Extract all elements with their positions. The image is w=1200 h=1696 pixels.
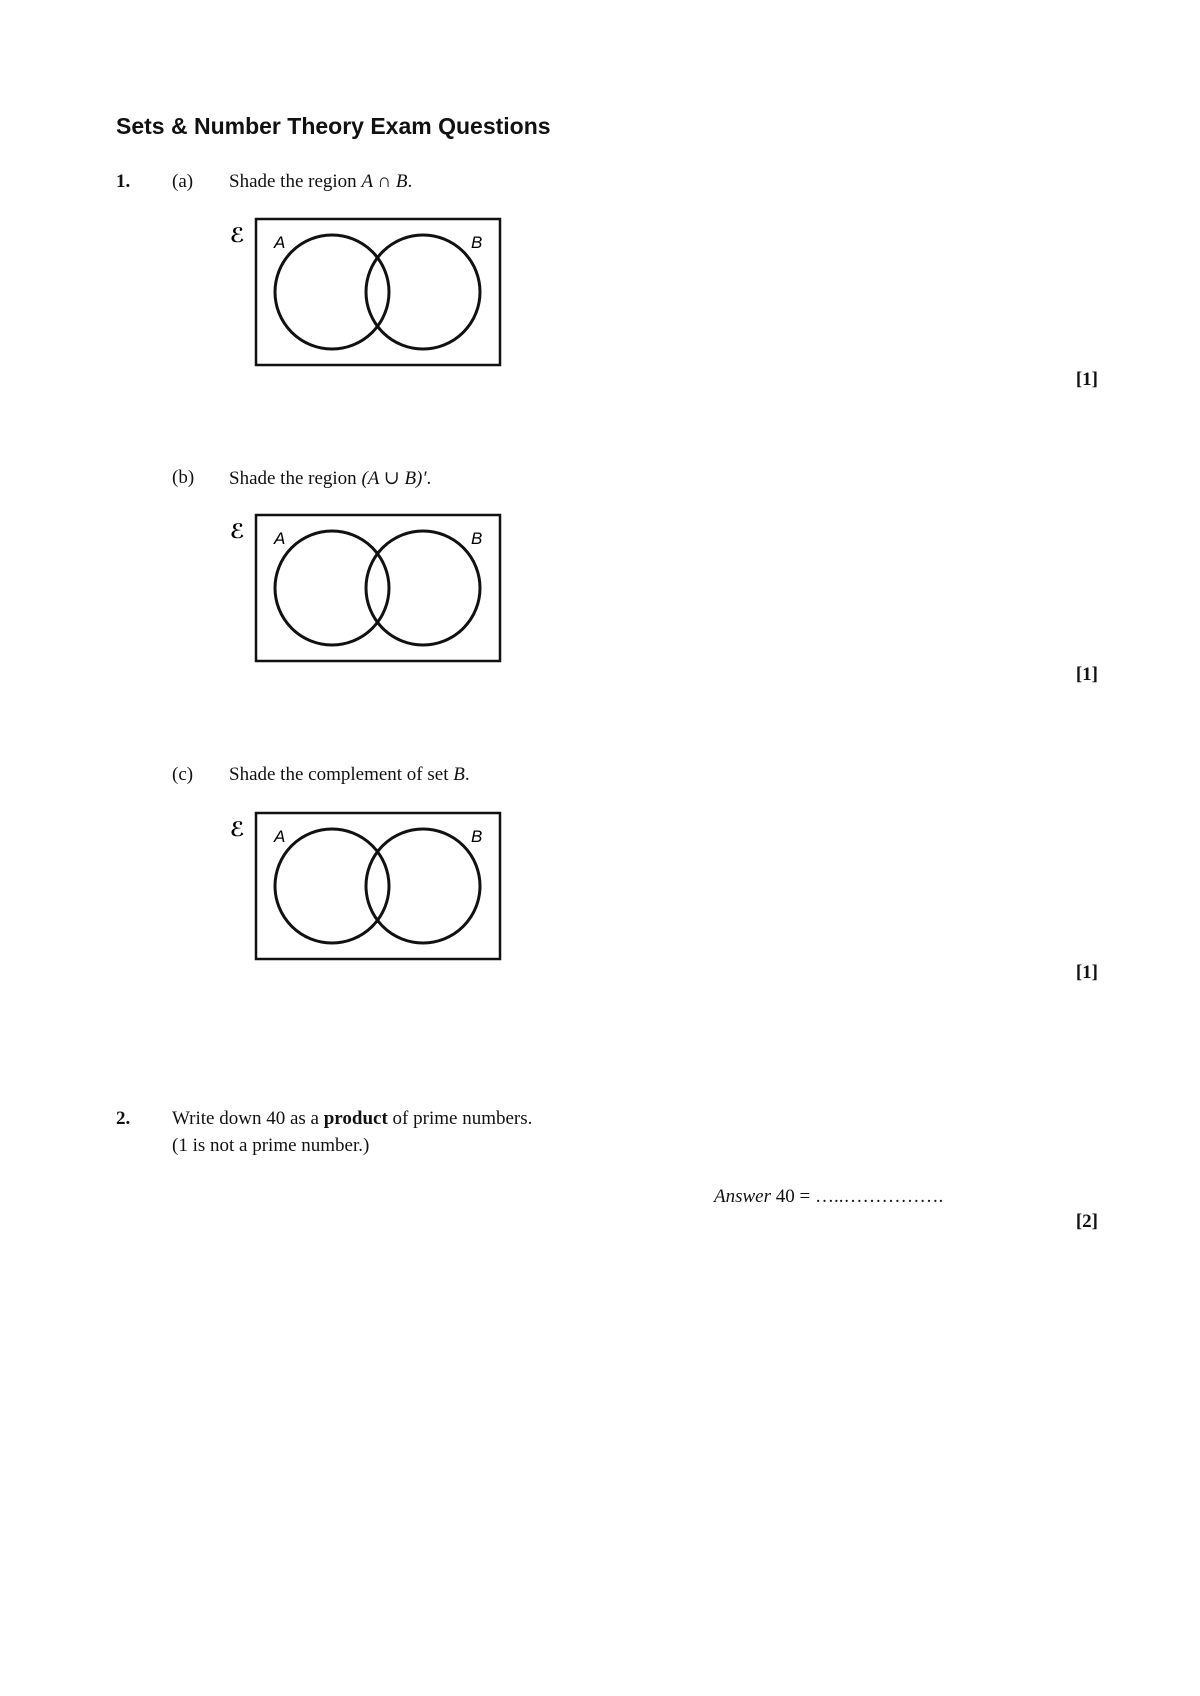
part-b-marks: [1] (1075, 664, 1098, 685)
question-2-prompt (172, 1108, 532, 1130)
question-2-prompt-text: Write down 40 as a (172, 1108, 324, 1129)
venn-diagram-a[interactable] (228, 214, 504, 374)
set-a-circle[interactable] (275, 235, 389, 349)
set-b-circle[interactable] (366, 827, 483, 943)
universal-set-rectangle (256, 219, 500, 365)
part-b-prompt-text: Shade the region (229, 468, 362, 489)
set-a-label: A (274, 827, 286, 846)
part-b-label: (b) (172, 467, 195, 488)
set-b-label: B (471, 827, 483, 846)
question-2-number: 2. (116, 1108, 131, 1129)
part-b-prompt (229, 467, 431, 490)
part-a-marks: [1] (1075, 369, 1098, 390)
set-a-circle[interactable] (275, 531, 389, 645)
part-c-label: (c) (172, 764, 194, 785)
question-1-number: 1. (116, 171, 131, 192)
set-a-label: A (274, 233, 286, 252)
part-b-prompt-suffix: . (426, 468, 432, 489)
part-c-prompt (229, 764, 470, 786)
part-c-expression: B (453, 764, 465, 785)
venn-diagram-c[interactable] (228, 808, 504, 968)
set-b-circle[interactable] (366, 529, 483, 645)
part-a-prompt-suffix: . (407, 171, 413, 192)
answer-expression: 40 = (771, 1186, 815, 1207)
question-2-bold-term: product (323, 1108, 388, 1129)
page-title: Sets & Number Theory Exam Questions (116, 113, 551, 139)
venn-diagram-b[interactable] (228, 510, 504, 670)
question-2-answer-line[interactable] (714, 1186, 943, 1208)
universal-set-symbol: ℰ (230, 521, 245, 543)
question-2-prompt-suffix: of prime numbers. (387, 1108, 533, 1129)
universal-set-symbol: ℰ (230, 819, 245, 841)
part-a-label: (a) (172, 171, 194, 192)
part-a-prompt-text: Shade the region (229, 171, 362, 192)
set-a-label: A (274, 529, 286, 548)
part-c-prompt-text: Shade the complement of set (229, 764, 454, 785)
part-c-prompt-suffix: . (464, 764, 470, 785)
set-b-circle[interactable] (366, 233, 483, 349)
universal-set-rectangle (256, 515, 500, 661)
answer-blank[interactable]: …..……………. (814, 1186, 944, 1207)
set-a-circle[interactable] (275, 829, 389, 943)
answer-label: Answer (714, 1186, 771, 1207)
question-2-marks: [2] (1075, 1211, 1098, 1232)
set-b-label: B (471, 529, 483, 548)
universal-set-symbol: ℰ (230, 225, 245, 247)
part-a-expression: A ∩ B (361, 171, 408, 192)
universal-set-rectangle (256, 813, 500, 959)
set-b-label: B (471, 233, 483, 252)
part-c-marks: [1] (1075, 962, 1098, 983)
question-2-note: (1 is not a prime number.) (172, 1135, 370, 1156)
part-a-prompt (229, 171, 412, 193)
part-b-expression: (A ∪ B)′ (361, 468, 427, 489)
